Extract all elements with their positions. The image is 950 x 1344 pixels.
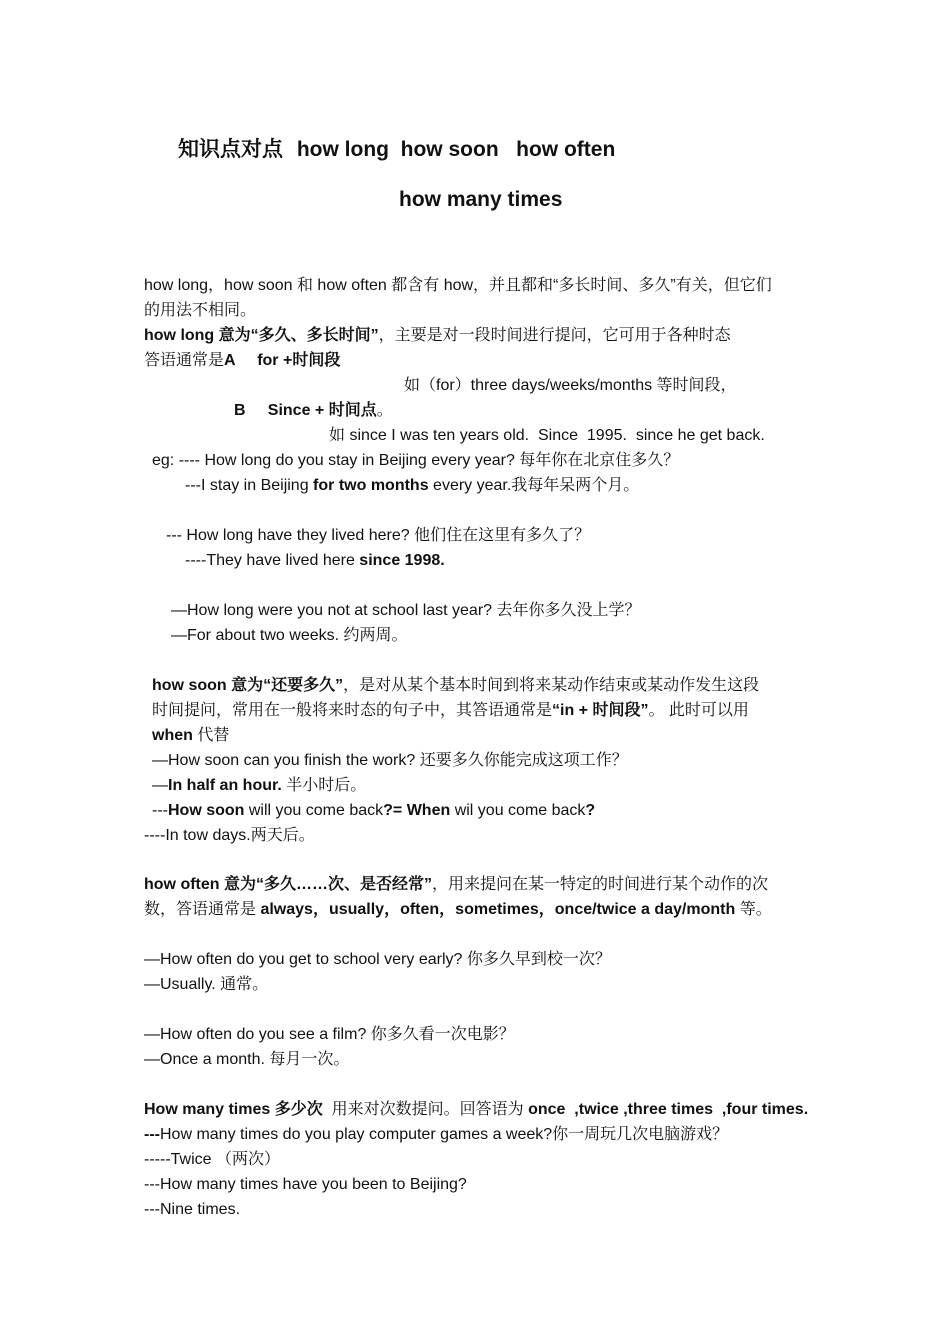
how-many-ex1-rest: How many times do you play computer games a week?你一周玩几次电脑游戏？: [159, 1126, 729, 1143]
how-soon-line-3-bold: when: [152, 727, 193, 744]
how-soon-example-2-answer: ----In tow days.两天后。: [144, 827, 315, 844]
page-subtitle: how many times: [399, 188, 563, 211]
how-many-example-2-answer: ---Nine times.: [144, 1201, 241, 1218]
how-soon-line-2: [152, 701, 749, 721]
how-often-line-2-post: 等。: [735, 901, 772, 918]
answer-b-end: 。: [376, 402, 393, 419]
how-long-heading-rest: ，主要是对一段时间进行提问，它可用于各种时态: [378, 327, 731, 344]
how-often-line-2-pre: 数，答语通常是: [144, 901, 261, 918]
how-many-heading-bold: How many times 多少次: [144, 1101, 323, 1118]
how-long-example-2-question: --- How long have they lived here? 他们住在这里有多久了？: [166, 527, 591, 544]
how-soon-line-3-rest: 代替: [192, 727, 230, 744]
answer-b-label: B Since + 时间点: [234, 402, 377, 419]
page-title: [178, 137, 615, 163]
how-long-example-3-question: —How long were you not at school last year? 去年你多久没上学？: [171, 602, 641, 619]
ex2-answer-bold: since 1998.: [359, 552, 445, 569]
answer-a-label: A for +时间段: [224, 352, 341, 369]
how-soon-heading-bold: how soon 意为“还要多久”: [152, 677, 344, 694]
how-often-line-2: [144, 900, 772, 920]
how-often-example-2-answer: —Once a month. 每月一次。: [144, 1051, 350, 1068]
how-often-example-2-question: —How often do you see a film? 你多久看一次电影？: [144, 1026, 515, 1043]
how-often-example-1-question: —How often do you get to school very early? 你多久早到校一次？: [144, 951, 611, 968]
ex1-answer-bold: for two months: [313, 477, 429, 494]
how-long-answer-a: [144, 351, 340, 371]
how-often-heading-bold: how often 意为“多久……次、是否经常”: [144, 876, 432, 893]
how-many-example-1-answer: -----Twice （两次）: [144, 1151, 280, 1168]
how-often-example-1-answer: —Usually. 通常。: [144, 976, 269, 993]
how-long-heading: [144, 326, 731, 346]
how-many-ex1-dash: ---: [144, 1126, 160, 1143]
how-soon-ex2-mid2: wil you come back: [450, 802, 586, 819]
how-long-example-1-question: eg: ---- How long do you stay in Beijing every year? 每年你在北京住多久？: [152, 452, 680, 469]
ex1-answer-post: every year.我每年呆两个月。: [428, 477, 640, 494]
how-soon-heading-rest: ，是对从某个基本时间到将来某动作结束或某动作发生这段: [343, 677, 760, 694]
answer-prefix: 答语通常是: [144, 352, 225, 369]
how-soon-example-2-question: [152, 801, 595, 821]
how-many-example-1-question: [144, 1125, 728, 1145]
how-soon-line-2-post: 。 此时可以用: [648, 702, 749, 719]
how-soon-ex1-a-pre: —: [152, 777, 168, 794]
intro-line-1: how long，how soon 和 how often 都含有 how，并且都和“多长时间、多久”有关，但它们: [144, 277, 772, 294]
how-soon-ex2-b1: How soon: [167, 802, 245, 819]
how-soon-example-1-question: —How soon can you finish the work? 还要多久你能完成这项工作？: [152, 752, 628, 769]
how-long-heading-bold: how long 意为“多久、多长时间”: [144, 327, 379, 344]
how-soon-example-1-answer: [152, 776, 366, 796]
how-long-answer-b-example: 如 since I was ten years old. Since 1995. since he get back.: [329, 427, 765, 444]
how-soon-ex2-b2: ?= When: [383, 802, 451, 819]
how-many-example-2-question: ---How many times have you been to Beijing?: [144, 1176, 467, 1193]
how-soon-ex1-a-bold: In half an hour.: [168, 777, 282, 794]
how-long-answer-a-example: 如（for）three days/weeks/months 等时间段，: [404, 377, 737, 394]
ex2-answer-pre: ----They have lived here: [185, 552, 360, 569]
how-long-example-2-answer: [185, 551, 445, 571]
how-soon-line-2-bold: “in + 时间段”: [552, 702, 649, 719]
how-long-example-1-answer: [185, 476, 639, 496]
how-long-answer-b: [234, 401, 393, 421]
how-soon-line-2-pre: 时间提问，常用在一般将来时态的句子中，其答语通常是: [152, 702, 553, 719]
how-soon-line-3: [152, 726, 229, 746]
how-soon-ex1-a-post: 半小时后。: [281, 777, 367, 794]
how-long-example-3-answer: —For about two weeks. 约两周。: [171, 627, 408, 644]
how-soon-heading: [152, 676, 759, 696]
how-soon-ex2-pre: ---: [152, 802, 168, 819]
title-en: how long how soon how often: [296, 138, 616, 161]
how-many-heading: [144, 1100, 808, 1120]
intro-line-2: 的用法不相同。: [144, 302, 257, 319]
ex1-answer-pre: ---I stay in Beijing: [185, 477, 314, 494]
title-zh: 知识点对点: [178, 138, 283, 161]
how-often-heading-rest: ，用来提问在某一特定的时间进行某个动作的次: [432, 876, 769, 893]
how-many-heading-rest: 用来对次数提问。回答语为: [322, 1101, 529, 1118]
how-often-heading: [144, 875, 768, 895]
how-often-line-2-bold: always，usually，often，sometimes，once/twice a day/month: [260, 901, 736, 918]
how-many-heading-answers: once ,twice ,three times ,four times.: [528, 1101, 809, 1118]
how-soon-ex2-mid: will you come back: [244, 802, 384, 819]
how-soon-ex2-b3: ?: [585, 802, 596, 819]
